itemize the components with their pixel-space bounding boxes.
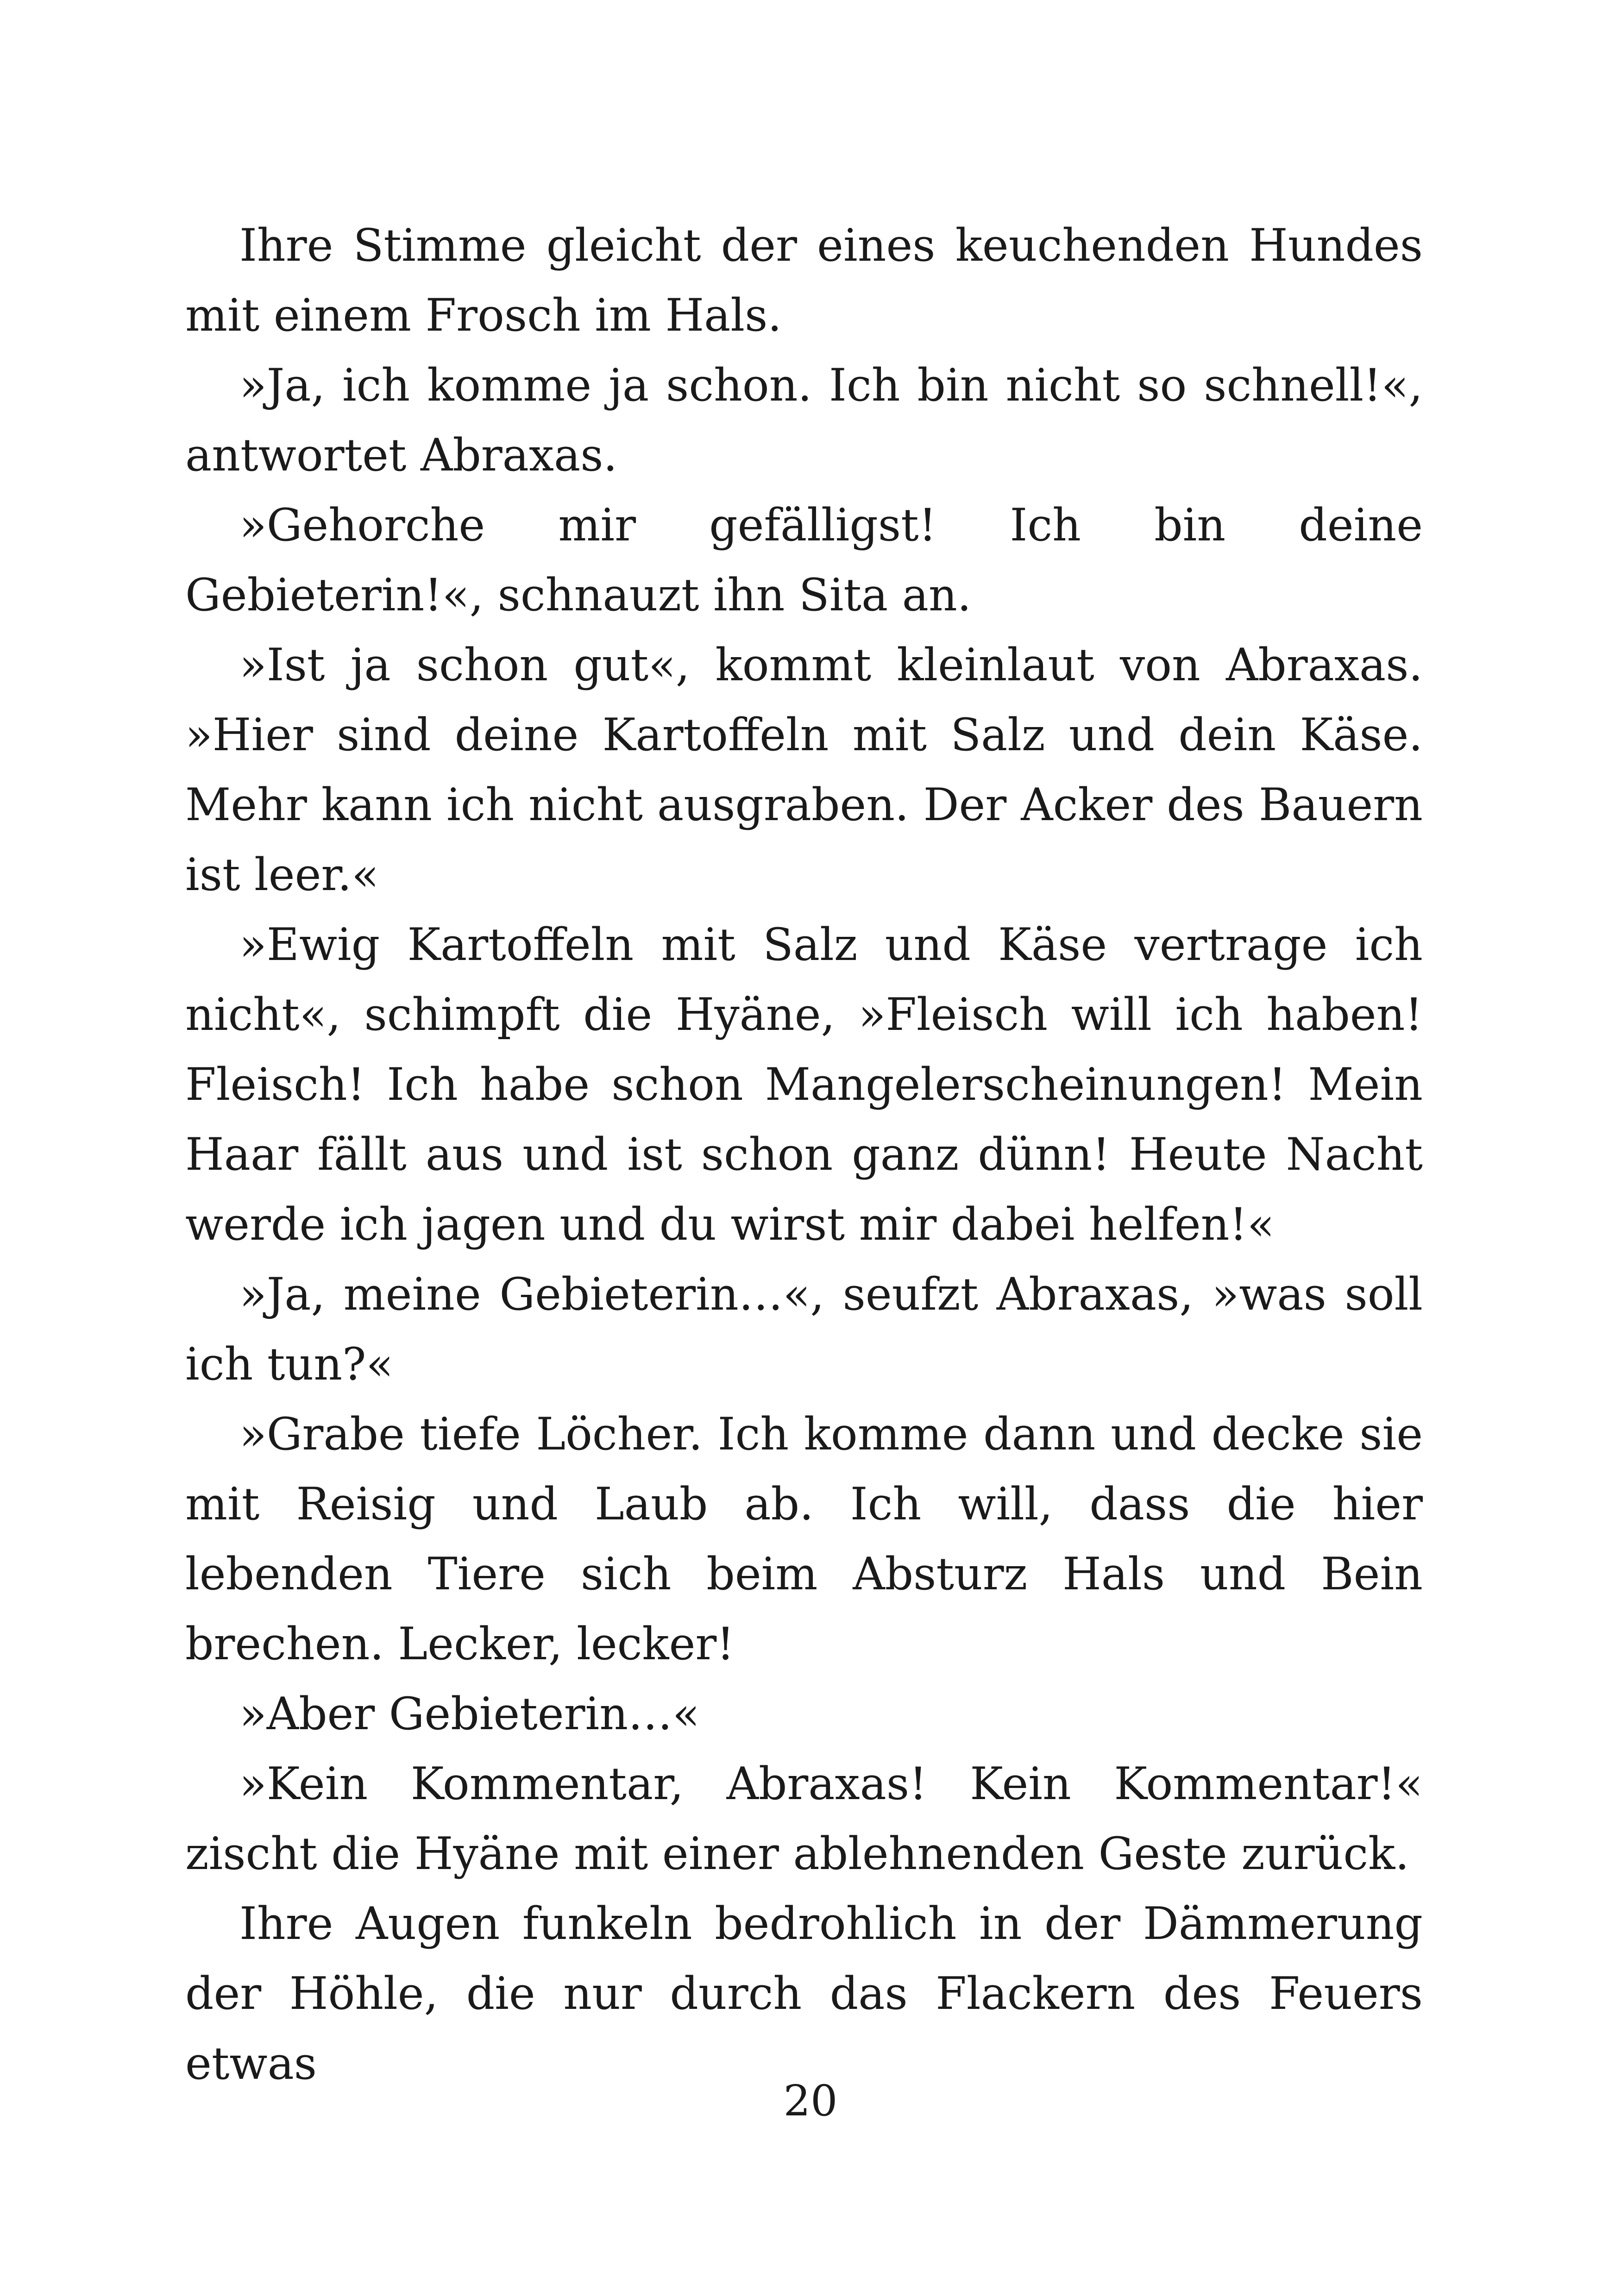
page-number: 20 [783,2076,838,2126]
paragraph: Ihre Augen funkeln bedrohlich in der Dämmerung der Höhle, die nur durch das Flackern des Feuers etwas [185,1898,1423,2089]
paragraph: »Ewig Kartoffeln mit Salz und Käse vertrage ich nicht«, schimpft die Hyäne, »Fleisch will ich haben! Fleisch! Ich habe schon Mangelerscheinungen! Mein Haar fällt aus und ist schon ganz dünn! Heute Nacht werde ich jagen und du wirst mir dabei helfen!« [185,919,1423,1250]
paragraph: »Kein Kommentar, Abraxas! Kein Kommentar!« zischt die Hyäne mit einer ablehnenden Geste zurück. [185,1758,1423,1880]
paragraph: »Aber Gebieterin…« [239,1688,700,1740]
paragraph: »Ja, meine Gebieterin…«, seufzt Abraxas, »was soll ich tun?« [185,1268,1423,1390]
paragraph: »Gehorche mir gefälligst! Ich bin deine Gebieterin!«, schnauzt ihn Sita an. [185,499,1423,621]
paragraph: »Ist ja schon gut«, kommt kleinlaut von Abraxas. »Hier sind deine Kartoffeln mit Salz und dein Käse. Mehr kann ich nicht ausgraben. Der Acker des Bauern ist leer.« [185,639,1423,901]
paragraph: »Grabe tiefe Löcher. Ich komme dann und decke sie mit Reisig und Laub ab. Ich will, dass die hier lebenden Tiere sich beim Absturz Hals und Bein brechen. Lecker, lecker! [185,1408,1423,1670]
body-text [185,211,1423,2099]
paragraph: »Ja, ich komme ja schon. Ich bin nicht so schnell!«, antwortet Abraxas. [185,359,1423,481]
paragraph: Ihre Stimme gleicht der eines keuchenden Hundes mit einem Frosch im Hals. [185,220,1423,341]
